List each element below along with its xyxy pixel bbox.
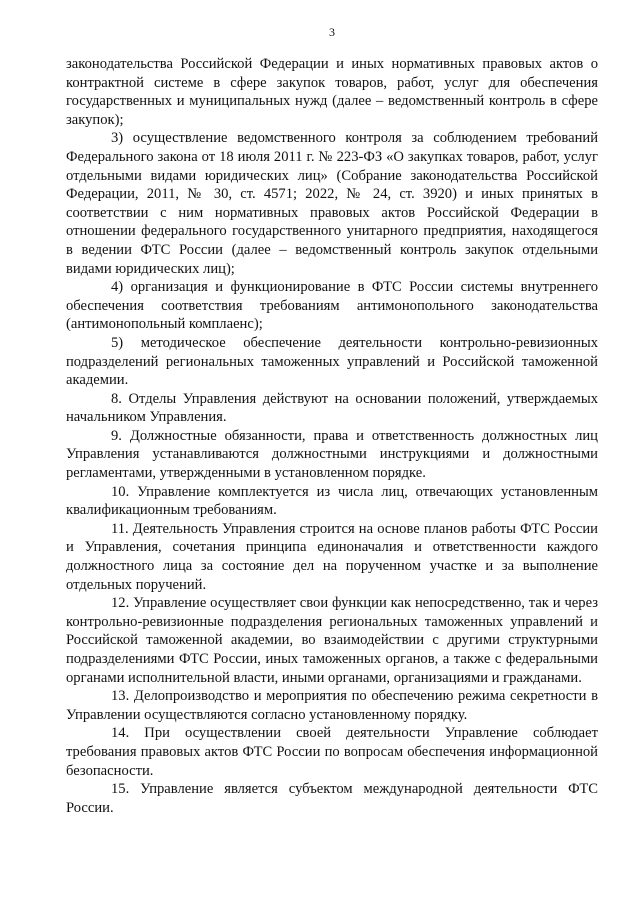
paragraph-clause-12: 12. Управление осуществляет свои функции как непосредственно, так и через контрольно-ревизионные подразделения региональных таможенных управлений и Российской таможенной академии, во взаимодействии с другими структурными подразделениями ФТС России, иных таможенных органов, а также с федеральными органами исполнительной власти, иными органами, организациями и гражданами. — [66, 595, 598, 686]
paragraph-clause-15: 15. Управление является субъектом международной деятельности ФТС России. — [66, 781, 598, 816]
page-number: 3 — [329, 25, 335, 39]
paragraph-item-3: 3) осуществление ведомственного контроля за соблюдением требований Федерального закона от 18 июля 2011 г. № 223-ФЗ «О закупках товаров, работ, услуг отдельными видами юридических лиц» (Собрание законодательства Российской Федерации, 2011, № 30, ст. 4571; 2022, № 24, ст. 3920) и иных принятых в соответствии с ним нормативных правовых актов Российской Федерации в отношении федерального государственного унитарного предприятия, находящегося в ведении ФТС России (далее – ведомственный контроль закупок отдельными видами юридических лиц); — [66, 130, 598, 277]
paragraph-item-5: 5) методическое обеспечение деятельности контрольно-ревизионных подразделений региональных таможенных управлений и Российской таможенной академии. — [66, 334, 598, 389]
paragraph-continuation: законодательства Российской Федерации и иных нормативных правовых актов о контрактной системе в сфере закупок товаров, работ, услуг для обеспечения государственных и муниципальных нужд (далее – ведомственный контроль в сфере закупок); — [66, 56, 598, 128]
paragraph-clause-9: 9. Должностные обязанности, права и ответственность должностных лиц Управления устанавливаются должностными инструкциями и должностными регламентами, утвержденными в установленном порядке. — [66, 427, 598, 482]
paragraph-clause-10: 10. Управление комплектуется из числа лиц, отвечающих установленным квалификационным требованиям. — [66, 483, 598, 519]
paragraph-clause-14: 14. При осуществлении своей деятельности Управление соблюдает требования правовых актов ФТС России по вопросам обеспечения информационной безопасности. — [66, 725, 598, 779]
paragraph-clause-8: 8. Отделы Управления действуют на основании положений, утверждаемых начальником Управления. — [66, 390, 598, 426]
paragraph-clause-11: 11. Деятельность Управления строится на основе планов работы ФТС России и Управления, сочетания принципа единоначалия и ответственности каждого должностного лица за состояние дел на порученном участке и за выполнение отдельных поручений. — [66, 520, 598, 593]
paragraph-clause-13: 13. Делопроизводство и мероприятия по обеспечению режима секретности в Управлении осуществляются согласно установленному порядку. — [66, 688, 598, 723]
paragraph-item-4: 4) организация и функционирование в ФТС России системы внутреннего обеспечения соответствия требованиям антимонопольного законодательства (антимонопольный комплаенс); — [66, 279, 598, 333]
